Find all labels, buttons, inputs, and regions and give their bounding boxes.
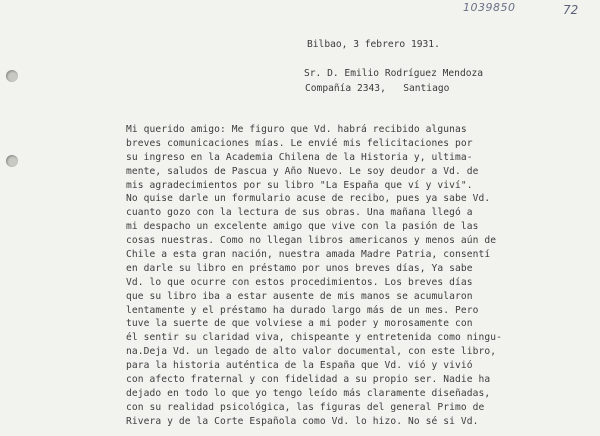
letter-body-line: Rivera y de la Corte Española como Vd. lo hizo. No sé si Vd. (126, 415, 479, 427)
letter-body-line: tuve la suerte de que volviese a mi poder y morosamente con (126, 318, 473, 330)
punch-hole-bottom (6, 155, 18, 167)
letter-body (126, 123, 596, 429)
letter-body-line: na.Deja Vd. un legado de alto valor documental, con este libro, (126, 346, 497, 358)
punch-hole-top (6, 70, 18, 82)
letter-body-line: mi despacho un excelente amigo que vive con la pasión de las (126, 221, 479, 233)
letter-body-line: dejado en todo lo que yo tengo leído más claramente diseñadas, (126, 387, 491, 399)
letter-body-line: Vd. lo que ocurre con estos procedimientos. Los breves días (126, 276, 473, 288)
letter-body-line: que su libro iba a estar ausente de mis manos se acumularon (126, 290, 473, 302)
recipient-address: Compañía 2343, Santiago (305, 83, 450, 94)
letter-body-line: para la historia auténtica de la España que Vd. vió y vivió (126, 360, 473, 372)
letter-body-line: cuanto gozo con la lectura de sus obras. Una mañana llegó a (126, 207, 473, 219)
letter-body-line: lentamente y el préstamo ha durado largo más de un mes. Pero (126, 304, 479, 316)
letter-body-line: su ingreso en la Academia Chilena de la Historia y, ultima- (126, 151, 473, 163)
letter-date: Bilbao, 3 febrero 1931. (307, 39, 440, 50)
archive-number: 1039850 (463, 1, 516, 14)
letter-body-line: él sentir su claridad viva, chispeante y entretenida como ningu- (126, 332, 503, 344)
letter-body-line: con afecto fraternal y con fidelidad a su propio ser. Nadie ha (126, 374, 491, 386)
letter-body-line: en darle su libro en préstamo por unos breves días, Ya sabe (126, 262, 473, 274)
letter-body-line: mente, saludos de Pascua y Año Nuevo. Le soy deudor a Vd. de (126, 165, 479, 177)
folio-number: 72 (563, 3, 579, 17)
letter-body-line: mis agradecimientos por su libro "La España que ví y viví". (126, 179, 473, 191)
letter-body-line: Chile a esta gran nación, nuestra amada Madre Patria, consentí (126, 249, 491, 261)
recipient-name: Sr. D. Emilio Rodríguez Mendoza (304, 68, 484, 79)
letter-body-line: cosas nuestras. Como no llegan libros americanos y menos aún de (126, 235, 497, 247)
letter-body-line: breves comunicaciones mías. Le envié mis felicitaciones por (126, 137, 473, 149)
letter-body-line: Mi querido amigo: Me figuro que Vd. habrá recibido algunas (126, 124, 467, 135)
letter-body-line: con su realidad psicológica, las figuras del general Primo de (126, 401, 485, 413)
letter-body-line: No quise darle un formulario acuse de recibo, pues ya sabe Vd. (126, 193, 491, 205)
